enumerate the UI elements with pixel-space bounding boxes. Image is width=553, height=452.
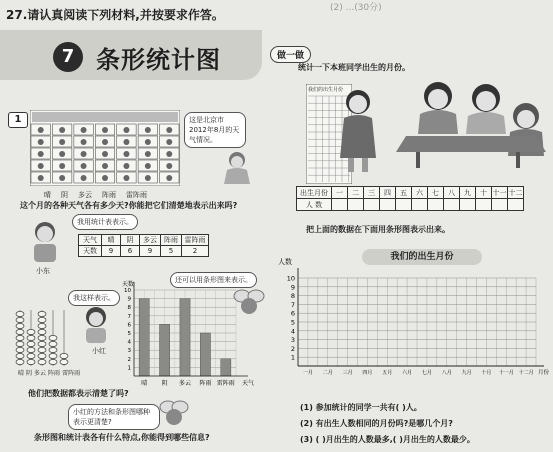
bead-label: 阵雨 [48, 370, 61, 377]
birth-month-table [296, 186, 524, 211]
table-cell[interactable] [412, 199, 428, 211]
faint-top-text: (2) ...(30分) [330, 3, 382, 13]
weather-icon [102, 163, 108, 169]
y-tick-label: 1 [290, 353, 295, 362]
x-axis-label: 天气 [242, 380, 255, 387]
weather-icon [38, 127, 44, 133]
legend-partly-cloudy: 多云 [78, 191, 92, 199]
y-tick-label: 2 [127, 356, 131, 363]
weather-icon [59, 127, 65, 133]
weather-icon [166, 175, 172, 181]
weather-stat-table [78, 234, 209, 257]
weather-icon [81, 175, 87, 181]
y-tick-label: 9 [290, 283, 295, 292]
bead [16, 347, 24, 352]
birth-month-grid-chart [276, 254, 550, 402]
bead [16, 341, 24, 346]
weather-icon [81, 139, 87, 145]
weather-icon [81, 151, 87, 157]
table-cell[interactable] [348, 199, 364, 211]
bead [49, 347, 57, 352]
table-cell: 天数 [79, 246, 102, 257]
section-marker [8, 112, 28, 128]
y-tick-label: 8 [127, 305, 131, 312]
question-2: 他们把数据都表示清楚了吗? [28, 389, 129, 398]
y-tick-label: 6 [127, 322, 131, 329]
table-cell: 晴 [102, 235, 121, 246]
bead [38, 347, 46, 352]
table-cell: 多云 [140, 235, 161, 246]
weather-icon [81, 163, 87, 169]
weather-calendar [30, 110, 180, 186]
x-tick-label: 多云 [178, 380, 192, 387]
weather-icon [145, 151, 151, 157]
table-row [297, 187, 524, 199]
y-tick-label: 2 [290, 344, 295, 353]
grid-chart-title: 我们的出生月份 [362, 249, 482, 265]
xiaodong-illustration [28, 220, 62, 264]
table-cell: 三 [364, 187, 380, 199]
bead [49, 341, 57, 346]
bead-label: 多云 [34, 370, 47, 377]
bead-label: 阴 [26, 370, 33, 377]
weather-icon [145, 163, 151, 169]
table-cell[interactable] [444, 199, 460, 211]
table-row [79, 246, 209, 257]
right-question-3: (3) ( )月出生的人数最多,( )月出生的人数最少。 [300, 435, 475, 444]
bead [38, 329, 46, 334]
girl-illustration [222, 150, 252, 185]
bead [27, 341, 35, 346]
table-cell: 二 [348, 187, 364, 199]
right-question-1: (1) 参加统计的同学一共有( )人。 [300, 403, 422, 412]
table-cell[interactable] [380, 199, 396, 211]
xiaodong-bubble: 我用统计表表示。 [72, 214, 138, 230]
table-cell: 5 [161, 246, 182, 257]
table-cell[interactable] [460, 199, 476, 211]
y-tick-label: 4 [290, 327, 295, 336]
calendar-header-band [32, 112, 178, 122]
bead [16, 311, 24, 316]
girl-standing-illustration [334, 88, 378, 174]
xiaohong-name: 小红 [92, 347, 106, 355]
x-tick-label: 七月 [421, 370, 432, 376]
y-tick-label: 10 [124, 288, 131, 294]
bar-bubble: 还可以用条形图来表示。 [170, 272, 257, 288]
table-cell: 十 [476, 187, 492, 199]
x-tick-label: 十二月 [518, 370, 534, 376]
weather-icon [59, 175, 65, 181]
y-tick-label: 6 [290, 309, 295, 318]
weather-legend [44, 190, 147, 200]
x-tick-label: 晴 [141, 380, 148, 387]
x-tick-label: 六月 [402, 370, 413, 376]
bead [27, 359, 35, 364]
bar [180, 299, 190, 376]
weather-icon [145, 139, 151, 145]
question-1: 这个月的各种天气各有多少天?你能把它们清楚地表示出来吗? [20, 201, 238, 210]
table-cell: 9 [102, 246, 121, 257]
section-number: 1 [14, 114, 22, 125]
bead [38, 335, 46, 340]
legend-cloudy: 阴 [61, 191, 68, 199]
table-cell[interactable] [364, 199, 380, 211]
bar [139, 299, 149, 376]
x-tick-label: 四月 [362, 370, 373, 376]
weather-icon [166, 127, 172, 133]
right-question-2: (2) 有出生人数相同的月份吗?是哪几个月? [300, 419, 453, 428]
table-cell: 七 [428, 187, 444, 199]
table-cell: 十一 [492, 188, 507, 197]
weather-icon [166, 139, 172, 145]
bead [38, 353, 46, 358]
table-cell: 阴 [121, 235, 140, 246]
table-cell[interactable] [428, 199, 444, 211]
kids-at-table-illustration [386, 76, 550, 168]
legend-thunderstorm: 雷阵雨 [126, 191, 147, 199]
table-cell: 出生月份 [297, 187, 332, 199]
table-cell: 五 [396, 187, 412, 199]
y-tick-label: 7 [290, 300, 295, 309]
question-3: 条形图和统计表各有什么特点,你能得到哪些信息? [34, 433, 210, 442]
weather-icon [81, 127, 87, 133]
y-axis-label: 人数 [278, 258, 292, 266]
weather-icon [59, 151, 65, 157]
x-tick-label: 阴 [161, 380, 168, 387]
weather-icon [102, 175, 108, 181]
bead [38, 311, 46, 316]
weather-icon [102, 127, 108, 133]
table-cell: 九 [460, 187, 476, 199]
weather-icon [123, 151, 129, 157]
table-cell: 一 [332, 187, 348, 199]
x-tick-label: 阵雨 [199, 380, 212, 387]
bead [16, 323, 24, 328]
weather-icon [123, 163, 129, 169]
bead-label: 雷阵雨 [62, 370, 81, 377]
y-tick-label: 1 [127, 365, 131, 372]
table-cell: 四 [380, 187, 396, 199]
bar [221, 359, 231, 376]
table-cell[interactable] [396, 199, 412, 211]
legend-sunny: 晴 [44, 191, 51, 199]
bead [38, 359, 46, 364]
x-tick-label: 雷阵雨 [216, 380, 235, 387]
x-tick-label: 一月 [302, 370, 313, 376]
table-cell: 十二 [508, 188, 523, 197]
weather-icon [59, 163, 65, 169]
bead [16, 359, 24, 364]
weather-icon [102, 151, 108, 157]
xiaodong-name: 小东 [36, 267, 50, 275]
weather-icon [123, 175, 129, 181]
table-cell: 6 [121, 246, 140, 257]
chapter-number: 7 [53, 42, 83, 72]
weather-icon [123, 127, 129, 133]
x-tick-label: 九月 [461, 370, 472, 376]
y-axis-label: 天数 [122, 281, 135, 288]
x-tick-label: 三月 [342, 370, 353, 376]
table-cell[interactable] [476, 199, 492, 211]
bead [27, 329, 35, 334]
table-cell: 八 [444, 187, 460, 199]
bead [27, 347, 35, 352]
x-tick-label: 八月 [441, 370, 452, 376]
bar [160, 324, 170, 376]
table-cell: 2 [182, 246, 209, 257]
bead-label: 晴 [18, 370, 25, 377]
x-tick-label: 十月 [481, 370, 492, 376]
weather-icon [38, 151, 44, 157]
bead-representation [14, 306, 70, 368]
y-tick-label: 4 [127, 339, 131, 346]
weather-icon [145, 127, 151, 133]
table-cell: 9 [140, 246, 161, 257]
bead [27, 335, 35, 340]
y-tick-label: 5 [290, 318, 295, 327]
method-bubble: 小红的方法和条形图哪种表示更清楚? [68, 404, 160, 430]
bead [49, 353, 57, 358]
bead [60, 359, 68, 364]
weather-icon [59, 139, 65, 145]
xiaohong-illustration [80, 306, 112, 344]
bead [16, 317, 24, 322]
bead [27, 353, 35, 358]
table-cell[interactable] [508, 199, 524, 211]
y-tick-label: 3 [127, 348, 131, 355]
bead [16, 353, 24, 358]
bead [16, 335, 24, 340]
right-instruction: 把上面的数据在下面用条形图表示出来。 [306, 225, 450, 234]
weather-icon [145, 175, 151, 181]
y-tick-label: 9 [127, 296, 131, 303]
bead [49, 359, 57, 364]
table-cell: 阵雨 [161, 235, 182, 246]
table-cell: 六 [412, 187, 428, 199]
chapter-title: 条形统计图 [96, 46, 221, 74]
bead [38, 317, 46, 322]
weather-icon [102, 139, 108, 145]
bead [38, 323, 46, 328]
weather-icon [123, 139, 129, 145]
table-cell[interactable] [492, 199, 508, 211]
table-row [79, 235, 209, 246]
bead [49, 335, 57, 340]
bead-labels [18, 368, 80, 377]
x-tick-label: 二月 [322, 370, 333, 376]
bee-illustration-2 [158, 398, 190, 428]
x-tick-label: 十一月 [498, 370, 514, 376]
right-task: 统计一下本班同学出生的月份。 [298, 63, 410, 72]
x-axis-label: 月份 [538, 370, 550, 376]
weather-icon [166, 151, 172, 157]
calendar-bubble: 这是北京市2012年8月的天气情况。 [184, 112, 246, 148]
bead [16, 329, 24, 334]
weather-bar-chart [116, 280, 262, 392]
y-tick-label: 10 [286, 274, 295, 283]
weather-icon [38, 139, 44, 145]
table-cell: 雷阵雨 [182, 235, 209, 246]
table-cell: 人 数 [297, 199, 332, 211]
y-tick-label: 8 [290, 292, 295, 301]
board-title: 我们的出生月份 [308, 87, 344, 93]
table-cell: 天气 [79, 235, 102, 246]
weather-icon [166, 163, 172, 169]
question-title: 27.请认真阅读下列材料,并按要求作答。 [6, 8, 224, 22]
y-tick-label: 5 [127, 331, 131, 337]
bead [38, 341, 46, 346]
legend-shower: 阵雨 [102, 191, 116, 199]
weather-icon [38, 163, 44, 169]
weather-icon [38, 175, 44, 181]
table-row [297, 199, 524, 211]
y-tick-label: 7 [127, 313, 131, 320]
x-tick-label: 五月 [382, 370, 393, 376]
y-tick-label: 3 [290, 336, 295, 345]
bead [60, 353, 68, 358]
table-cell[interactable] [332, 199, 348, 211]
zuo-yi-zuo-label: 做一做 [270, 46, 311, 63]
bar [200, 333, 210, 376]
xiaohong-bubble: 我这样表示。 [68, 290, 120, 306]
